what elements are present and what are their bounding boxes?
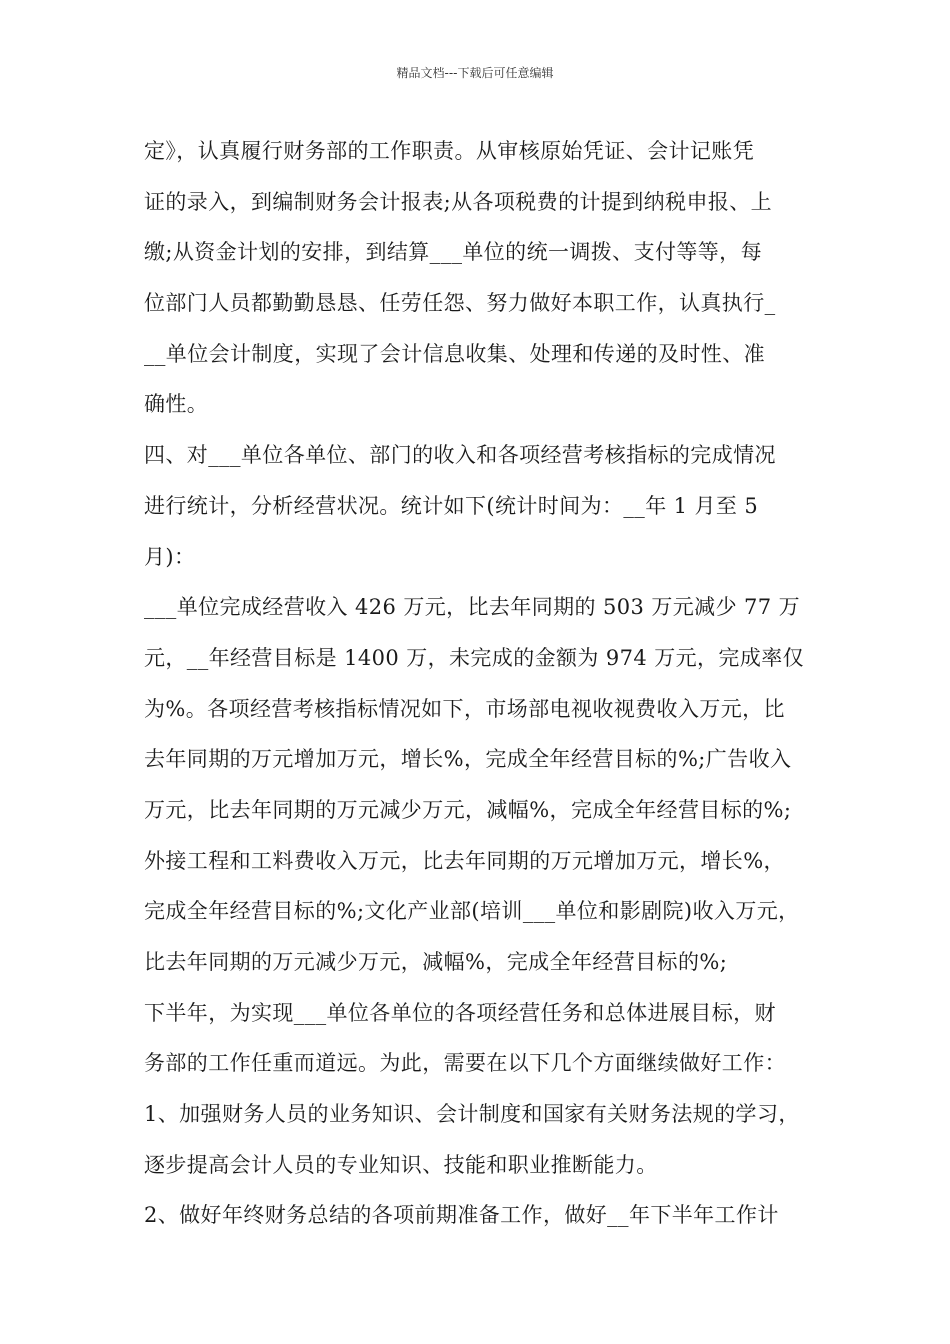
text-line: 进行统计，分析经营状况。统计如下(统计时间为：__年 1 月至 5: [144, 493, 759, 518]
text-line: 月)：: [144, 544, 196, 569]
text-line: 为%。各项经营考核指标情况如下，市场部电视收视费收入万元，比: [144, 696, 785, 721]
section-heading-line: 四、对___单位各单位、部门的收入和各项经营考核指标的完成情况: [144, 443, 776, 468]
text-line: 位部门人员都勤勤恳恳、任劳任怨、努力做好本职工作，认真执行_: [144, 291, 776, 316]
page-header: 精品文档---下载后可任意编辑: [396, 66, 554, 80]
text-line: 万元，比去年同期的万元减少万元，减幅%，完成全年经营目标的%;: [144, 797, 792, 822]
text-line: __单位会计制度，实现了会计信息收集、处理和传递的及时性、准: [144, 341, 765, 366]
text-line: 完成全年经营目标的%;文化产业部(培训___单位和影剧院)收入万元，: [144, 899, 800, 924]
text-line: 元，__年经营目标是 1400 万，未完成的金额为 974 万元，完成率仅: [144, 645, 805, 670]
text-line: 证的录入，到编制财务会计报表;从各项税费的计提到纳税申报、上: [144, 189, 773, 214]
text-line: 定》，认真履行财务部的工作职责。从审核原始凭证、会计记账凭: [144, 139, 755, 163]
text-line: 逐步提高会计人员的专业知识、技能和职业推断能力。: [144, 1152, 658, 1177]
text-line: 缴;从资金计划的安排，到结算___单位的统一调拨、支付等等，每: [144, 240, 762, 265]
list-item-line: 2、做好年终财务总结的各项前期准备工作，做好__年下半年工作计: [144, 1203, 779, 1228]
document-body: [144, 126, 824, 1241]
text-line: 务部的工作任重而道远。为此，需要在以下几个方面继续做好工作：: [144, 1051, 786, 1076]
text-line: 确性。: [144, 392, 209, 417]
text-line: ___单位完成经营收入 426 万元，比去年同期的 503 万元减少 77 万: [144, 595, 801, 620]
list-item-line: 1、加强财务人员的业务知识、会计制度和国家有关财务法规的学习，: [144, 1102, 800, 1127]
text-line: 外接工程和工料费收入万元，比去年同期的万元增加万元，增长%，: [144, 848, 785, 873]
text-line: 比去年同期的万元减少万元，减幅%，完成全年经营目标的%;: [144, 950, 728, 974]
text-line: 下半年，为实现___单位各单位的各项经营任务和总体进展目标，财: [144, 1000, 776, 1025]
text-line: 去年同期的万元增加万元，增长%，完成全年经营目标的%;广告收入: [144, 747, 792, 772]
